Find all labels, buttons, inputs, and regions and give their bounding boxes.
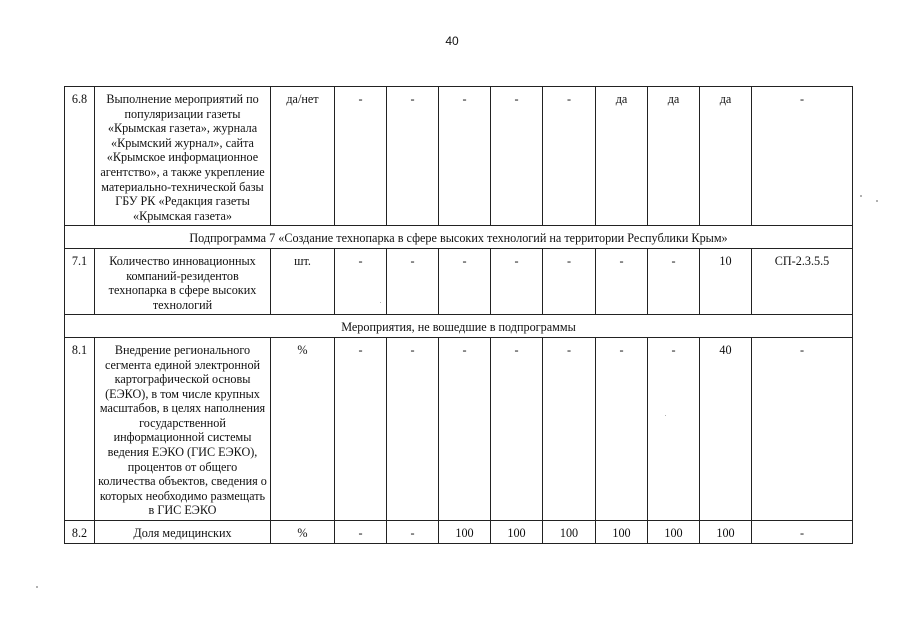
table-row: [65, 337, 853, 520]
value-cell: да: [648, 87, 700, 226]
indicator-description: Количество инновационных компаний-резидентов технопарка в сфере высоких технологий: [95, 248, 271, 314]
value-cell: -: [596, 337, 648, 520]
value-cell: 100: [439, 521, 491, 544]
value-cell: -: [543, 87, 596, 226]
indicator-description: Доля медицинских: [95, 521, 271, 544]
section-row: [65, 226, 853, 249]
note-cell: -: [752, 521, 853, 544]
section-title: Подпрограмма 7 «Создание технопарка в сфере высоких технологий на территории Республики Крым»: [65, 226, 853, 249]
value-cell: -: [543, 337, 596, 520]
note-cell: СП-2.3.5.5: [752, 248, 853, 314]
row-number: 8.2: [65, 521, 95, 544]
value-cell: -: [387, 521, 439, 544]
value-cell: -: [439, 337, 491, 520]
value-cell: да: [700, 87, 752, 226]
row-number: 8.1: [65, 337, 95, 520]
value-cell: -: [335, 337, 387, 520]
value-cell: -: [543, 248, 596, 314]
value-cell: -: [596, 248, 648, 314]
note-cell: -: [752, 87, 853, 226]
value-cell: -: [491, 87, 543, 226]
value-cell: да: [596, 87, 648, 226]
value-cell: -: [648, 248, 700, 314]
value-cell: -: [439, 87, 491, 226]
value-cell: -: [491, 248, 543, 314]
value-cell: -: [648, 337, 700, 520]
table-row: [65, 248, 853, 314]
value-cell: 10: [700, 248, 752, 314]
unit-cell: да/нет: [271, 87, 335, 226]
value-cell: 40: [700, 337, 752, 520]
value-cell: -: [335, 521, 387, 544]
value-cell: 100: [596, 521, 648, 544]
note-cell: -: [752, 337, 853, 520]
value-cell: -: [491, 337, 543, 520]
section-title: Мероприятия, не вошедшие в подпрограммы: [65, 315, 853, 338]
indicators-table: [64, 86, 853, 544]
indicator-description: Выполнение мероприятий по популяризации газеты «Крымская газета», журнала «Крымский журнал», сайта «Крымское информационное агентство», а также укрепление материально-технической базы ГБУ РК «Редакция газеты «Крымская газета»: [95, 87, 271, 226]
value-cell: -: [335, 248, 387, 314]
value-cell: -: [387, 87, 439, 226]
page-number: 40: [445, 34, 459, 48]
value-cell: 100: [700, 521, 752, 544]
value-cell: 100: [648, 521, 700, 544]
section-row: [65, 315, 853, 338]
value-cell: 100: [491, 521, 543, 544]
unit-cell: шт.: [271, 248, 335, 314]
unit-cell: %: [271, 521, 335, 544]
table-row: [65, 87, 853, 226]
value-cell: -: [387, 337, 439, 520]
row-number: 7.1: [65, 248, 95, 314]
value-cell: -: [439, 248, 491, 314]
indicator-description: Внедрение регионального сегмента единой электронной картографической основы (ЕЭКО), в том числе крупных масштабов, в целях наполнения государственной информационной системы ведения ЕЭКО (ГИС ЕЭКО), процентов от общего количества объектов, сведения о которых необходимо размещать в ГИС ЕЭКО: [95, 337, 271, 520]
row-number: 6.8: [65, 87, 95, 226]
table-row: [65, 521, 853, 544]
value-cell: -: [387, 248, 439, 314]
unit-cell: %: [271, 337, 335, 520]
value-cell: 100: [543, 521, 596, 544]
table-body: [65, 87, 853, 544]
value-cell: -: [335, 87, 387, 226]
